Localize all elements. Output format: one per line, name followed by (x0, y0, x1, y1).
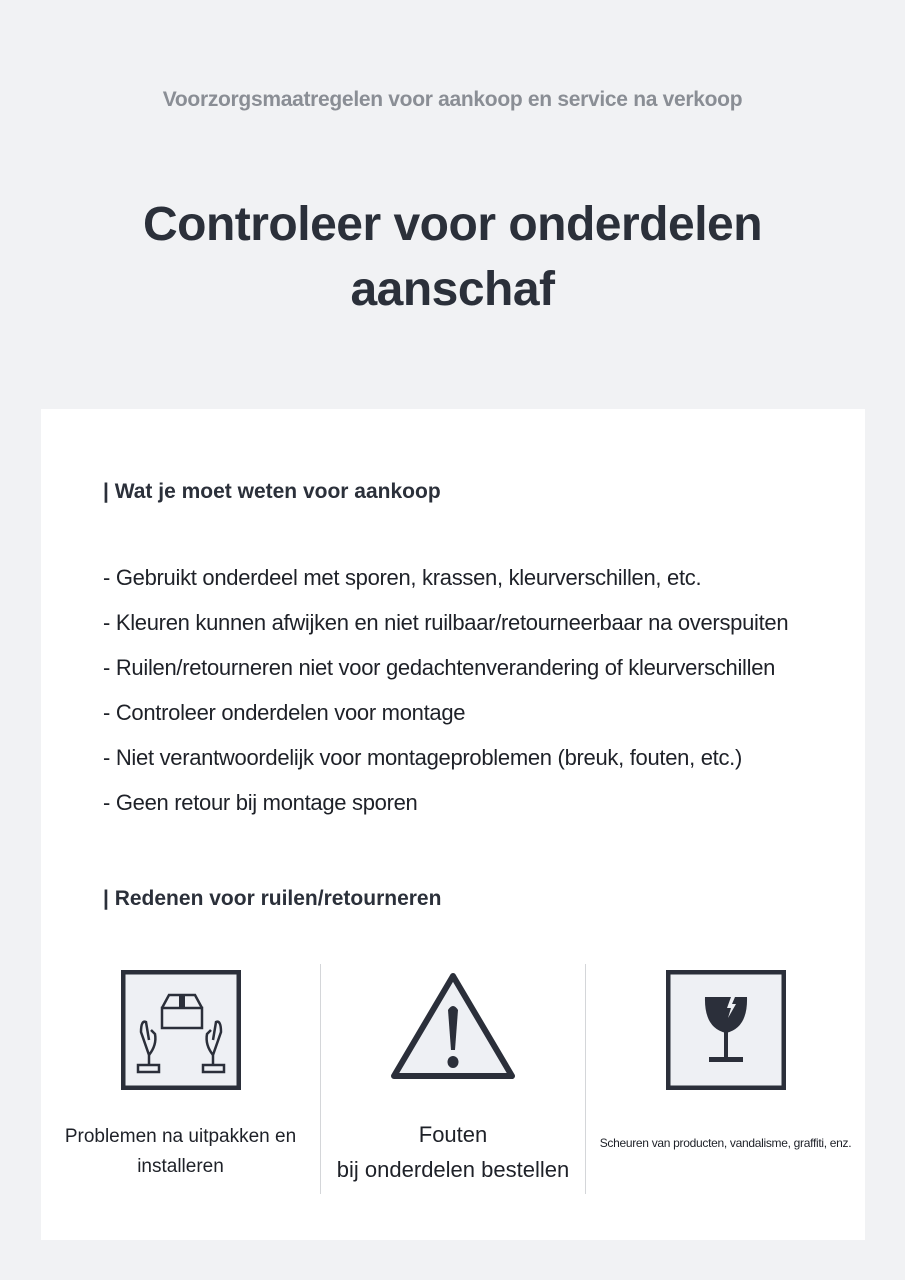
reason-caption: bij onderdelen bestellen (336, 1157, 570, 1182)
reason-caption: Fouten (418, 1122, 488, 1147)
list-item: - Gebruikt onderdeel met sporen, krassen, kleurverschillen, etc. (103, 565, 702, 590)
warning-icon (388, 970, 518, 1082)
title-line: aanschaf (350, 263, 555, 316)
page-subtitle: Voorzorgsmaatregelen voor aankoop en service na verkoop (162, 88, 743, 111)
notice-list (103, 555, 788, 825)
list-item: - Ruilen/retourneren niet voor gedachtenverandering of kleurverschillen (103, 655, 776, 680)
reason-caption: installeren (137, 1156, 224, 1177)
section-heading: | Wat je moet weten voor aankoop (103, 480, 441, 503)
section-heading: | Redenen voor ruilen/retourneren (103, 887, 442, 910)
fragile-glass-icon (666, 970, 786, 1090)
list-item: - Geen retour bij montage sporen (103, 790, 418, 815)
reason-item (41, 964, 320, 1194)
list-item: - Controleer onderdelen voor montage (103, 700, 466, 725)
handle-with-care-icon (121, 970, 241, 1090)
list-item: - Niet verantwoordelijk voor montageproblemen (breuk, fouten, etc.) (103, 745, 742, 770)
list-item: - Kleuren kunnen afwijken en niet ruilbaar/retourneerbaar na overspuiten (103, 610, 789, 635)
page-title (0, 192, 905, 322)
reason-caption: Scheuren van producten, vandalisme, graffiti, enz. (599, 1136, 852, 1150)
reason-caption: Problemen na uitpakken en (64, 1126, 297, 1147)
reason-item (321, 964, 585, 1194)
title-line: Controleer voor onderdelen (142, 198, 763, 251)
reason-item (586, 964, 865, 1194)
info-card (41, 409, 865, 1240)
